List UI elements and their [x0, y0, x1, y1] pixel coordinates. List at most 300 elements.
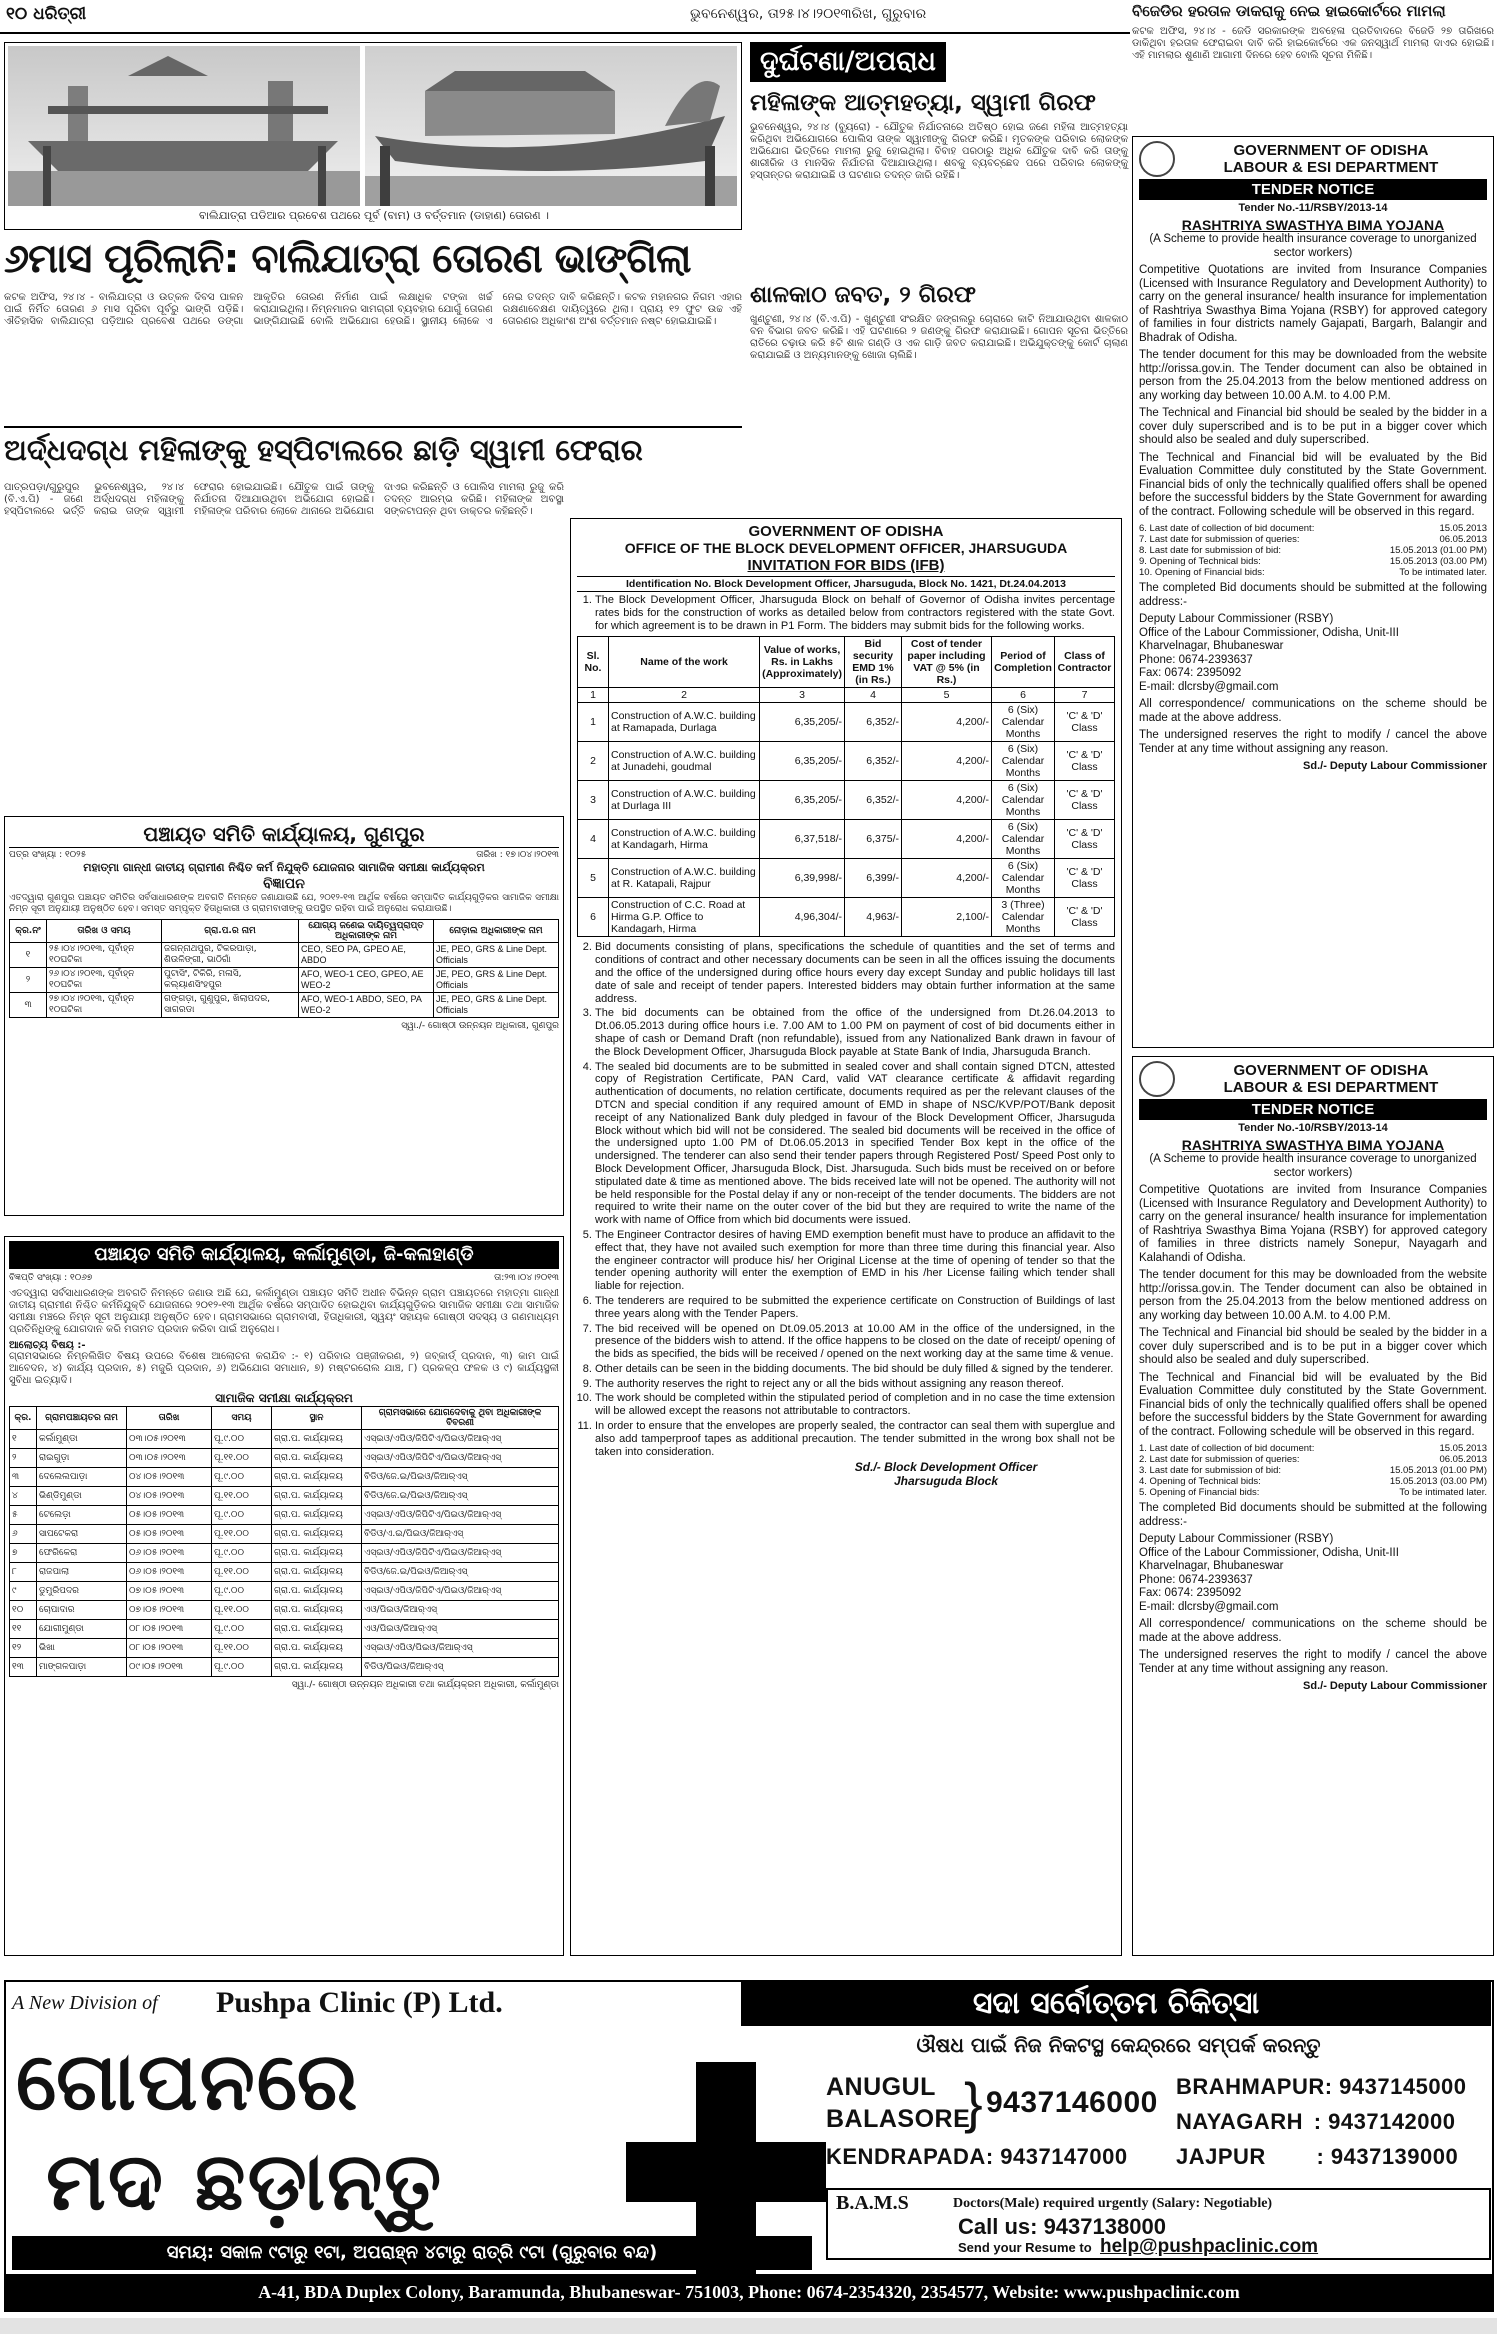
ifb-clause: 10. The work should be completed within the stipulated period of completion and in no case the time extension will be allowed except the reasons not attributable to contractors. [595, 1392, 1115, 1418]
table-row [10, 1449, 559, 1468]
cell: 4 [578, 820, 609, 859]
tender-label: TENDER NOTICE [1139, 1099, 1487, 1120]
address-line: Phone: 0674-2393637 [1139, 653, 1253, 666]
table-row [10, 1582, 559, 1601]
cell: ଗ୍ରା.ପ. କାର୍ଯ୍ୟାଳୟ [272, 1525, 362, 1544]
cell: 6 (Six) Calendar Months [992, 703, 1055, 742]
cell: ୦୭।୦୫।୨୦୧୩ [127, 1582, 212, 1601]
schedule-value: 15.05.2013 (01.00 PM) [1389, 545, 1487, 556]
ifb-clause: 9. The authority reserves the right to reject any or all the bids without assigning any reason thereof. [595, 1378, 1115, 1391]
rule-story1 [4, 426, 742, 428]
cell: ରାଜପାଲା [37, 1563, 127, 1582]
cell: ପୂ.୧୧.୦୦ [212, 1639, 272, 1658]
cell: ଦେଲେଲପାଡ଼ା [37, 1468, 127, 1487]
cell: ଏଓ/ପିଇଓ/ଜିଆର୍‌ଏସ୍ [362, 1620, 559, 1639]
cell: 6 (Six) Calendar Months [992, 742, 1055, 781]
cell: 4,200/- [902, 820, 992, 859]
cell: ୨୬।୦୪।୨୦୧୩, ପୂର୍ବାହ୍ନ ୧୦ଘଟିକା [47, 968, 162, 993]
story-husband [4, 430, 643, 610]
cell: ୧ [10, 1430, 37, 1449]
branch-city: NAYAGARH [1176, 2109, 1304, 2134]
cell: ଗ୍ରା.ପ. କାର୍ଯ୍ୟାଳୟ [272, 1506, 362, 1525]
address-line: Deputy Labour Commissioner (RSBY) [1139, 613, 1334, 625]
ifb-clauses [577, 941, 1115, 1458]
cell: ୩ [10, 993, 47, 1018]
cell: ପୁଟାସିଂ, ଟିକିରି, ମଳାସି, କଲ୍ୟାଣସିଂହପୁର [162, 968, 299, 993]
cell: Construction of A.W.C. building at Kandagarh, Hirma [609, 820, 760, 859]
clinic-doctors: Doctors(Male) required urgently (Salary: Negotiable) [953, 2196, 1273, 2211]
cell: 6,37,518/- [760, 820, 845, 859]
cell: 4,200/- [902, 742, 992, 781]
cell: 6,35,205/- [760, 703, 845, 742]
cell: ୧୦ [10, 1601, 37, 1620]
cell: ଏସ୍‌ଇଓ/ଏପିଓ/ପିଇଓ/ଜିଆର୍‌ଏସ୍ [362, 1639, 559, 1658]
cell: ମାଙ୍ଗଳପାଡ଼ା [37, 1658, 127, 1677]
ifb-th: Value of works, Rs. in Lakhs (Approximately) [760, 637, 845, 688]
tender-notice-10 [1132, 1056, 1494, 1956]
karlamunda-th: ଗ୍ରାମପଞ୍ଚାୟତର ନାମ [37, 1407, 127, 1430]
cell: ଗ୍ରା.ପ. କାର୍ଯ୍ୟାଳୟ [272, 1601, 362, 1620]
clinic-address: A-41, BDA Duplex Colony, Baramunda, Bhubaneswar- 751003, Phone: 0674-2354320, 2354577, Website: www.pushpaclinic.com [6, 2274, 1492, 2310]
ifb-intro: 1. The Block Development Officer, Jharsuguda Block on behalf of Governor of Odisha invites percentage rates bids for the construction of works as detailed below from contractors registered with the state Govt. for which agreement is to be drawn in P1 Form. The bidders may submit bids for the following works. [595, 594, 1115, 632]
cell: ଗ୍ରା.ପ. କାର୍ଯ୍ୟାଳୟ [272, 1658, 362, 1677]
cell: ଯୋଗୀମୁଣ୍ଡା [37, 1620, 127, 1639]
cell: ଗ୍ରା.ପ. କାର୍ଯ୍ୟାଳୟ [272, 1563, 362, 1582]
cell: 'C' & 'D' Class [1055, 820, 1115, 859]
ifb-clause: 7. The bid received will be opened on Dt.09.05.2013 at 10.00 AM in the office of the undersigned, in the presence of the bidders wish to attend. If the office happens to be closed on the date of receipt/ opening of the bids as specified, the bids will be received / opened on the next working day at the same time & venue. [595, 1323, 1115, 1361]
crime-body-2: ଖୁଣ୍ଟୁଣୀ, ୨୪।୪ (ବି.ଏ.ପି) - ଖୁଣ୍ଟୁଣୀ ସଂରକ୍ଷିତ ଜଙ୍ଗଲରୁ ଚୋରାରେ କାଟି ନିଆଯାଉଥିବା ଶାଳକାଠ ବନ ବିଭାଗ ଜବତ କରିଛି। ଏହି ଘଟଣାରେ ୨ ଜଣଙ୍କୁ ଗିରଫ କରାଯାଇଛି। ଗୋପନ ସୂଚନା ଭିତ୍ତିରେ ରାତିରେ ଚଢ଼ାଉ କରି ୫ଟି ଶାଳ ଗଣ୍ଡି ଓ ଏକ ଗାଡ଼ି ଜବତ କରାଯାଇଛି। ଅଭିଯୁକ୍ତଙ୍କୁ କୋର୍ଟ ଚାଲାଣ କରାଯାଇଛି ଓ ଅନ୍ୟମାନଙ୍କୁ ଖୋଜା ଚାଲିଛି। [750, 314, 1128, 361]
clinic-slogan: ସଦା ସର୍ବୋତ୍ତମ ଚିକିତ୍ସା [741, 1982, 1491, 2026]
tender-gov: GOVERNMENT OF ODISHA [1233, 142, 1429, 159]
cell: 'C' & 'D' Class [1055, 742, 1115, 781]
table-row [10, 1468, 559, 1487]
top-right-headline: ବିଜେଡିର ହରତାଳ ଡାକରାକୁ ନେଇ ହାଇକୋର୍ଟରେ ମାମଲା [1132, 2, 1446, 20]
cell: 'C' & 'D' Class [1055, 859, 1115, 898]
crime-body-1: ଭୁବନେଶ୍ୱର, ୨୪।୪ (ବ୍ୟୁରୋ) - ଯୌତୁକ ନିର୍ଯାତନାରେ ଅତିଷ୍ଠ ହୋଇ ଜଣେ ମହିଳା ଆତ୍ମହତ୍ୟା କରିଥିବା ଅଭିଯୋଗରେ ପୋଲିସ ତାଙ୍କ ସ୍ୱାମୀଙ୍କୁ ଗିରଫ କରିଛି। ମୃତକଙ୍କ ପରିବାର ଲୋକଙ୍କ ଅଭିଯୋଗ ଭିତ୍ତିରେ ମାମଲା ରୁଜୁ ହୋଇଥିଲା। ବିବାହ ପରଠାରୁ ଅଧିକ ଯୌତୁକ ଦାବି କରି ତାଙ୍କୁ ଶାରୀରିକ ଓ ମାନସିକ ନିର୍ଯାତନା ଦିଆଯାଉଥିଲା। ଶବକୁ ବ୍ୟବଚ୍ଛେଦ ପରେ ପରିବାର ଲୋକଙ୍କୁ ହସ୍ତାନ୍ତର କରାଯାଇଛି ଓ ଘଟଣାର ତଦନ୍ତ ଜାରି ରହିଛି। [750, 122, 1128, 181]
cell: ୩ [10, 1468, 37, 1487]
tender-address [1139, 613, 1487, 694]
schedule-label: 8. Last date for submission of bid: [1139, 545, 1282, 556]
tender-schedule [1139, 1443, 1487, 1498]
clinic-big-1: ଗୋପନରେ [16, 2035, 360, 2128]
karlamunda-th: ଗ୍ରାମସଭାରେ ଯୋଗଦେବାକୁ ଥିବା ଅଧିକାରୀଙ୍କ ବିବରଣୀ [362, 1407, 559, 1430]
dateline: ଭୁବନେଶ୍ୱର, ତା୨୫।୪।୨୦୧୩ରିଖ, ଗୁରୁବାର [690, 6, 927, 22]
cell: ଏସ୍‌ଇଓ/ଏପିଓ/ଜିପିଟିଏ/ପିଇଓ/ଜିଆର୍‌ଏସ୍ [362, 1582, 559, 1601]
branch-phone: : 9437142000 [1313, 2109, 1456, 2134]
cell: 5 [578, 859, 609, 898]
clinic-ad [4, 1980, 1494, 2312]
gunupur-subtitle: ମହାତ୍ମା ଗାନ୍ଧୀ ଜାତୀୟ ଗ୍ରାମୀଣ ନିଶ୍ଚିତ କର୍ମ ନିଯୁକ୍ତି ଯୋଜନାର ସାମାଜିକ ସମୀକ୍ଷା କାର୍ଯ୍ୟକ୍ରମ [83, 861, 485, 874]
table-row [10, 968, 559, 993]
gunupur-signature: ସ୍ୱା./- ଗୋଷ୍ଠୀ ଉନ୍ନୟନ ଅଧିକାରୀ, ଗୁଣପୁର [401, 1021, 559, 1031]
tender-dept: LABOUR & ESI DEPARTMENT [1223, 1079, 1439, 1096]
schedule-label: 3. Last date for submission of bid: [1139, 1465, 1282, 1476]
schedule-label: 7. Last date for submission of queries: [1139, 534, 1300, 545]
clinic-big-2: ମଦ ଛଡ଼ାନ୍ତୁ [46, 2135, 444, 2228]
photo-old-gate [8, 46, 360, 206]
tender-label: TENDER NOTICE [1139, 179, 1487, 200]
gunupur-th: ନୋଡ଼ାଲ ଅଧିକାରୀଙ୍କ ନାମ [434, 920, 559, 943]
cell: ପୂ.୯.୦୦ [212, 1658, 272, 1677]
tender-para-6: All correspondence/ communications on the scheme should be made at the above address. [1139, 1618, 1487, 1644]
cell: ୨ [10, 968, 47, 993]
karlamunda-agenda: ଗ୍ରାମସଭାରେ ନିମ୍ନଲିଖିତ ବିଷୟ ଉପରେ ବିଶେଷ ଆଲୋଚନା କରାଯିବ :- ୧) ପରିବାର ପଞ୍ଜୀକରଣ, ୨) ଜବ୍‌କାର୍ଡ୍ ପ୍ରଦାନ, ୩) କାମ ପାଇଁ ଆବେଦନ, ୪) କାର୍ଯ୍ୟ ପ୍ରଦାନ, ୫) ମଜୁରି ପ୍ରଦାନ, ୬) ଅଭିଯୋଗ ସମାଧାନ, ୭) ମଷ୍ଟରରୋଲ ଯାଞ୍ଚ, ୮) ପ୍ରକଳ୍ପ ଫଳକ ଓ ୯) କାର୍ଯ୍ୟସ୍ଥଳୀ ସୁବିଧା ଇତ୍ୟାଦି। [9, 1351, 559, 1386]
ifb-colno: 6 [992, 688, 1055, 703]
cell: ଏସ୍‌ଇଓ/ଏପିଓ/ଜିପିଟିଏ/ପିଇଓ/ଜିଆର୍‌ଏସ୍ [362, 1506, 559, 1525]
ifb-table [577, 636, 1115, 937]
cell: 4,96,304/- [760, 898, 845, 937]
cell: ୦୪।୦୫।୨୦୧୩ [127, 1487, 212, 1506]
clinic-tagline: ଔଷଧ ପାଇଁ ନିଜ ନିକଟସ୍ଥ କେନ୍ଦ୍ରରେ ସମ୍ପର୍କ କରନ୍ତୁ [916, 2033, 1321, 2057]
story-baliyatra [4, 234, 742, 424]
karlamunda-ref: ବିଜ୍ଞପ୍ତି ସଂଖ୍ୟା : ୧୦୬୭ [9, 1273, 93, 1283]
ifb-signature: Sd./- Block Development Officer [854, 1460, 1038, 1475]
ifb-gov: GOVERNMENT OF ODISHA [748, 523, 944, 540]
cell: 'C' & 'D' Class [1055, 703, 1115, 742]
clinic-resume: Send your Resume to [958, 2240, 1092, 2255]
karlamunda-th: ସ୍ଥାନ [272, 1407, 362, 1430]
address-line: Office of the Labour Commissioner, Odisha, Unit-III [1139, 626, 1399, 639]
schedule-label: 4. Opening of Technical bids: [1139, 1476, 1261, 1487]
cell: ୦୫।୦୫।୨୦୧୩ [127, 1506, 212, 1525]
cell: ଗ୍ରା.ପ. କାର୍ଯ୍ୟାଳୟ [272, 1487, 362, 1506]
cell: 6,375/- [845, 820, 902, 859]
cell: ୬ [10, 1525, 37, 1544]
cell: ଗ୍ରା.ପ. କାର୍ଯ୍ୟାଳୟ [272, 1430, 362, 1449]
cell: ୦୯।୦୫।୨୦୧୩ [127, 1658, 212, 1677]
cell: ବିଡିଓ/ଜେ.ଇ/ପିଇଓ/ଜିଆର୍‌ଏସ୍ [362, 1563, 559, 1582]
schedule-value: 06.05.2013 [1439, 534, 1487, 545]
tender-schedule [1139, 523, 1487, 578]
ifb-th: Period of Completion [992, 637, 1055, 688]
ifb-clause: 2. Bid documents consisting of plans, specifications the schedule of quantities and the set of terms and conditions of contract and other necessary documents can be seen in all the offices issuing the documents and the office of the undersigned during office hours every day except Sunday and public holidays till last date of sale and receipt of tender papers. Interested bidders may obtain further information at the same address. [595, 941, 1115, 1005]
cell: ଗ୍ରା.ପ. କାର୍ଯ୍ୟାଳୟ [272, 1639, 362, 1658]
cell: ଗ୍ରା.ପ. କାର୍ଯ୍ୟାଳୟ [272, 1544, 362, 1563]
cell: ଭିଣ୍ଡିମୁଣ୍ଡା [37, 1487, 127, 1506]
cell: ୦୪।୦୫।୨୦୧୩ [127, 1468, 212, 1487]
cell: ଏସ୍‌ଇଓ/ଏପିଓ/ଜିପିଟିଏ/ପିଇଓ/ଜିଆର୍‌ଏସ୍ [362, 1430, 559, 1449]
table-row [10, 1430, 559, 1449]
branch-city: JAJPUR [1176, 2144, 1266, 2169]
cell: 6,352/- [845, 742, 902, 781]
tender-para-4: The Technical and Financial bid will be evaluated by the Bid Evaluation Committee duly constituted by the State Government. Financial bids of only the technically qualified offers shall be opened before the successful bidders by the State Government for awarding of the contract. Following schedule will be observed in this regard. [1139, 1371, 1487, 1438]
cell: ପୂ.୯.୦୦ [212, 1468, 272, 1487]
photo-block [4, 42, 742, 230]
cell: ୯ [10, 1582, 37, 1601]
top-right-body: କଟକ ଅଫିସ, ୨୪।୪ - ଜେଡି ସରକାରଙ୍କ ଅବହେଳା ପ୍ରତିବାଦରେ ବିଜେଡି ୨୭ ତାରିଖରେ ଡାକିଥିବା ହରତାଳ ଫେରାଇବା ଦାବି କରି ହାଇକୋର୍ଟରେ ଏକ ଜନସ୍ୱାର୍ଥ ମାମଲା ଦାଏର ହୋଇଛି। ଏହି ମାମଲାର ଶୁଣାଣି ଆଗାମୀ ଦିନରେ ହେବ ବୋଲି ସୂଚନା ମିଳିଛି। [1132, 26, 1494, 61]
cell: ଚୋପାଦାର [37, 1601, 127, 1620]
gunupur-th: ଯୋଗ୍ୟ ଜଣେଇ ଦାୟିତ୍ୱପ୍ରାପ୍ତ ଅଧିକାରୀଙ୍କ ନାମ [299, 920, 434, 943]
address-line: Fax: 0674: 2395092 [1139, 1587, 1242, 1599]
cell: ପୂ.୯.୦୦ [212, 1582, 272, 1601]
cell: କର୍ଲାମୁଣ୍ଡା [37, 1430, 127, 1449]
ifb-title: INVITATION FOR BIDS (IFB) [747, 557, 945, 574]
cell: 4,200/- [902, 703, 992, 742]
cell: ଗ୍ରା.ପ. କାର୍ଯ୍ୟାଳୟ [272, 1449, 362, 1468]
story-husband-headline: ଅର୍ଦ୍ଧଦଗ୍ଧ ମହିଳାଙ୍କୁ ହସ୍ପିଟାଲରେ ଛାଡ଼ି ସ୍ୱାମୀ ଫେରାର [4, 433, 643, 467]
schedule-label: 10. Opening of Financial bids: [1139, 567, 1265, 578]
tender-para-5: The completed Bid documents should be submitted at the following address:- [1139, 1502, 1487, 1528]
ifb-colno: 1 [578, 688, 609, 703]
clinic-email[interactable]: help@pushpaclinic.com [1100, 2236, 1319, 2257]
clinic-phone-main: 9437146000 [986, 2086, 1158, 2119]
cell: 2 [578, 742, 609, 781]
karlamunda-table-title: ସାମାଜିକ ସମୀକ୍ଷା କାର୍ଯ୍ୟକ୍ରମ [215, 1391, 353, 1405]
gunupur-label: ବିଜ୍ଞାପନ [263, 876, 305, 892]
cell: 6,35,205/- [760, 781, 845, 820]
ifb-clause: 4. The sealed bid documents are to be submitted in sealed cover and shall contain signed DTCN, attested copy of Registration Certificate, PAN Card, valid VAT clearance certificate & affidavit regarding authentication of documents, no relation certificate, documents required as per the relevant clauses of the DTCN and special condition if any required amount of EMD in shape of NSC/KVP/POT/Bank deposit receipt of any Nationalized Bank duly pledged in favour of the Block Development Officer, Jharsuguda Block without which bid will not be considered. The sealed bid documents will be received in the office of the undersigned upto 1.00 PM of Dt.06.05.2013 in specified Tender Box kept in the office of the undersigned. The tenderer can also send their tender papers through Registered Post/ Speed Post only to Block Development Officer, Jharsuguda Block, Dist. Jharsuguda. Such bids must be received on or before stipulated date & time as mentioned above. The bids received late will not be opened. The authority will not be held responsible for the Postal delay if any or non-receipt of the tender documents. The bidders are not required to write their name on the outer cover of the bid but they are required to write the name of the work with name of Office from which bid documents were issued. [595, 1061, 1115, 1227]
page-number: ୧୦ ଧରିତ୍ରୀ [6, 4, 87, 24]
cell: ୧୩ [10, 1658, 37, 1677]
cell: ଏସ୍‌ଇଓ/ଏପିଓ/ଜିପିଟିଏ/ପିଇଓ/ଜିଆର୍‌ଏସ୍ [362, 1449, 559, 1468]
clinic-branch [1176, 2107, 1456, 2137]
table-row [578, 898, 1115, 937]
cell: 3 [578, 781, 609, 820]
tender-no: Tender No.-11/RSBY/2013-14 [1238, 202, 1388, 214]
karlamunda-th: ତାରିଖ [127, 1407, 212, 1430]
cell: ଏସ୍‌ଇଓ/ଏପିଓ/ଜିପିଟିଏ/ପିଇଓ/ଜିଆର୍‌ଏସ୍ [362, 1544, 559, 1563]
clinic-name: Pushpa Clinic (P) Ltd. [216, 1986, 503, 2019]
table-row [578, 820, 1115, 859]
tender-notice-11 [1132, 136, 1494, 1048]
tender-para-1: Competitive Quotations are invited from Insurance Companies (Licensed with Insurance Regulatory and Development Authority) to carry on the general insurance/ health insurance for implementation of Rashtriya Swasthya Bima Yojana (RSBY) for approved category of families in four districts namely Gajapati, Bargarh, Balangir and Bhadrak of Odisha. [1139, 264, 1487, 344]
karlamunda-agenda-head: ଆଲୋଚ୍ୟ ବିଷୟ :- [9, 1340, 86, 1351]
cell: 6 (Six) Calendar Months [992, 859, 1055, 898]
cell: ୧୨ [10, 1639, 37, 1658]
schedule-value: 15.05.2013 (01.00 PM) [1389, 1465, 1487, 1476]
ifb-colno: 2 [609, 688, 760, 703]
ifb-clause: 8. Other details can be seen in the bidding documents. The bid should be duly filled & signed by the tenderer. [595, 1363, 1115, 1376]
crime-section [750, 42, 1128, 512]
address-line: Phone: 0674-2393637 [1139, 1573, 1253, 1586]
table-row [578, 703, 1115, 742]
address-email: E-mail: dlcrsby@gmail.com [1139, 680, 1279, 693]
clinic-division: A New Division of [12, 1992, 158, 2014]
cell: ୨୭।୦୪।୨୦୧୩, ପୂର୍ବାହ୍ନ ୧୦ଘଟିକା [47, 993, 162, 1018]
ifb-intro-list [577, 594, 1115, 632]
branch-phone: : 9437139000 [1316, 2144, 1459, 2169]
cell: ଏଓ/ପିଇଓ/ଜିଆର୍‌ଏସ୍ [362, 1601, 559, 1620]
schedule-value: To be intimated later. [1399, 1487, 1487, 1498]
cell: ପୂ.୯.୦୦ [212, 1506, 272, 1525]
cell: 4,200/- [902, 781, 992, 820]
cell: ୦୬।୦୫।୨୦୧୩ [127, 1544, 212, 1563]
table-row [10, 1563, 559, 1582]
cell: 4,963/- [845, 898, 902, 937]
cell: 'C' & 'D' Class [1055, 898, 1115, 937]
clinic-recruit [826, 2188, 1491, 2260]
tender-signature: Sd./- Deputy Labour Commissioner [1303, 760, 1487, 772]
ifb-ident: Identification No. Block Development Officer, Jharsuguda, Block No. 1421, Dt.24.04.2013 [577, 576, 1115, 592]
clinic-bams: B.A.M.S [836, 2192, 909, 2214]
cell: 6,35,205/- [760, 742, 845, 781]
address-line: Kharvelnagar, Bhubaneswar [1139, 1560, 1284, 1572]
table-row [10, 1544, 559, 1563]
tender-para-7: The undersigned reserves the right to modify / cancel the above Tender at any time without assigning any reason. [1139, 1649, 1487, 1675]
karlamunda-body: ଏତଦ୍ୱାରା ସର୍ବସାଧାରଣଙ୍କ ଅବଗତି ନିମନ୍ତେ ଜଣାଉ ଅଛି ଯେ, କର୍ଲାମୁଣ୍ଡା ପଞ୍ଚାୟତ ସମିତି ଅଧୀନ ବିଭିନ୍ନ ଗ୍ରାମ ପଞ୍ଚାୟତରେ ମହାତ୍ମା ଗାନ୍ଧୀ ଜାତୀୟ ଗ୍ରାମୀଣ ନିଶ୍ଚିତ କର୍ମନିଯୁକ୍ତି ଯୋଜନାରେ ୨୦୧୨-୧୩ ଆର୍ଥିକ ବର୍ଷରେ ସମ୍ପାଦିତ ହୋଇଥିବା କାର୍ଯ୍ୟଗୁଡ଼ିକର ସାମାଜିକ ସମୀକ୍ଷା ତଥା ସାମାଜିକ ସମୀକ୍ଷା ମଞ୍ଚରେ ନିମ୍ନ ସୂଚୀ ଅନୁଯାୟୀ ଅନୁଷ୍ଠିତ ହେବ। ଗ୍ରାମସଭାରେ ଗ୍ରାମବାସୀ, ହିତାଧିକାରୀ, ସ୍ୱୟଂ ସହାୟକ ଗୋଷ୍ଠୀ ସଦସ୍ୟ ଓ ଗଣମାଧ୍ୟମ ପ୍ରତିନିଧିଙ୍କୁ ଯୋଗଦାନ କରି ମତାମତ ପ୍ରଦାନ କରିବା ପାଇଁ ଅନୁରୋଧ। [9, 1288, 559, 1335]
photo-caption: ବାଲିଯାତ୍ରା ପଡିଆର ପ୍ରବେଶ ପଥରେ ପୂର୍ବ (ବାମ) ଓ ବର୍ତ୍ତମାନ (ଡାହାଣ) ତୋରଣ । [199, 209, 549, 222]
karlamunda-title: ପଞ୍ଚାୟତ ସମିତି କାର୍ଯ୍ୟାଳୟ, କର୍ଲାମୁଣ୍ଡା, ଜି-କଳାହାଣ୍ଡି [9, 1241, 559, 1269]
cell: ସାପଟେକରା [37, 1525, 127, 1544]
cell: CEO, SEO PA, GPEO AE, ABDO [299, 943, 434, 968]
cell: ପୂ.୧୧.୦୦ [212, 1601, 272, 1620]
tender-para-1: Competitive Quotations are invited from Insurance Companies (Licensed with Insurance Regulatory and Development Authority) to carry on the general insurance/ health insurance for implementation of Rashtriya Swasthya Bima Yojana (RSBY) for approved category of families in three districts namely Sonepur, Nayagarh and Kalahandi of Odisha. [1139, 1184, 1487, 1264]
table-row [578, 859, 1115, 898]
cell: ବିଡିଓ/ଜେ.ଇ/ପିଇଓ/ଜିଆର୍‌ଏସ୍ [362, 1468, 559, 1487]
cell: Construction of C.C. Road at Hirma G.P. Office to Kandagarh, Hirma [609, 898, 760, 937]
crime-section-label: ଦୁର୍ଘଟଣା/ଅପରାଧ [750, 42, 946, 82]
cell: 6 [578, 898, 609, 937]
story-baliyatra-body: କଟକ ଅଫିସ, ୨୪।୪ - ବାଲିଯାତ୍ରା ଓ ଉତ୍କଳ ଦିବସ ପାଳନ ପାଇଁ ନିର୍ମିତ ତୋରଣ ୬ ମାସ ପୂରିବା ପୂର୍ବରୁ ଭାଙ୍ଗି ପଡ଼ିଛି। ଐତିହାସିକ ବାଲିଯାତ୍ରା ପଡ଼ିଆର ପ୍ରବେଶ ପଥରେ ଡଙ୍ଗା ଆକୃତିର ତୋରଣ ନିର୍ମାଣ ପାଇଁ ଲକ୍ଷାଧିକ ଟଙ୍କା ଖର୍ଚ୍ଚ କରାଯାଇଥିଲା। ନିମ୍ନମାନର ସାମଗ୍ରୀ ବ୍ୟବହାର ଯୋଗୁଁ ତୋରଣ ଭାଙ୍ଗିଯାଇଛି ବୋଲି ଅଭିଯୋଗ ହେଉଛି। ସ୍ଥାନୀୟ ଲୋକେ ଏ ନେଇ ତଦନ୍ତ ଦାବି କରିଛନ୍ତି। କଟକ ମହାନଗର ନିଗମ ଏହାର ରକ୍ଷଣାବେକ୍ଷଣ ଦାୟିତ୍ୱରେ ଥିଲା। ପ୍ରାୟ ୧୨ ଫୁଟ ଉଚ୍ଚ ଏହି ତୋରଣର ଅଧିକାଂଶ ଅଂଶ ବର୍ତ୍ତମାନ ନଷ୍ଟ ହୋଇଯାଇଛି। [4, 292, 742, 327]
cell: ୦୫।୦୫।୨୦୧୩ [127, 1525, 212, 1544]
table-row [578, 781, 1115, 820]
cell: Construction of A.W.C. building at Junadehi, goudmal [609, 742, 760, 781]
tender-para-6: All correspondence/ communications on the scheme should be made at the above address. [1139, 698, 1487, 724]
clinic-kendrapada: KENDRAPADA: 9437147000 [826, 2144, 1128, 2169]
cell: ଗ୍ରା.ପ. କାର୍ଯ୍ୟାଳୟ [272, 1468, 362, 1487]
cell: 6,39,998/- [760, 859, 845, 898]
cell: JE, PEO, GRS & Line Dept. Officials [434, 943, 559, 968]
cell: ପୂ.୯.୦୦ [212, 1544, 272, 1563]
odisha-seal-icon [1139, 141, 1175, 177]
cell: 2,100/- [902, 898, 992, 937]
table-row [10, 993, 559, 1018]
clinic-header [6, 1982, 736, 2024]
page-bottom-strip [0, 2318, 1497, 2334]
cell: ୦୭।୦୫।୨୦୧୩ [127, 1601, 212, 1620]
schedule-label: 5. Opening of Financial bids: [1139, 1487, 1260, 1498]
cell: 4,200/- [902, 859, 992, 898]
tender-address [1139, 1533, 1487, 1614]
tender-para-2: The tender document for this may be downloaded from the website http://orissa.gov.in. The Tender document can also be obtained in person from the 25.04.2013 from the below mentioned address on any working day between 10.00 A.M. to 4.00 P.M. [1139, 349, 1487, 402]
clinic-timing: ସମୟ: ସକାଳ ୯ଟାରୁ ୧ଟା, ଅପରାହ୍ନ ୪ଟାରୁ ରାତ୍ରି ୯ଟା (ଗୁରୁବାର ବନ୍ଦ) [12, 2236, 812, 2270]
schedule-value: To be intimated later. [1399, 567, 1487, 578]
cell: ୦୩।୦୫।୨୦୧୩ [127, 1449, 212, 1468]
cell: ପୂ.୯.୦୦ [212, 1620, 272, 1639]
tender-scheme: RASHTRIYA SWASTHYA BIMA YOJANA [1181, 217, 1445, 233]
story-husband-body: ପାତ୍ରପଡ଼ା/ଗୁରୁପୁର ଭୁବନେଶ୍ୱର, ୨୪।୪ (ବି.ଏ.ପି) - ଜଣେ ଅର୍ଦ୍ଧଦଗ୍ଧ ମହିଳାଙ୍କୁ ହସ୍ପିଟାଲରେ ଭର୍ତ୍ତି କରାଇ ତାଙ୍କ ସ୍ୱାମୀ ଫେରାର ହୋଇଯାଇଛି। ଯୌତୁକ ପାଇଁ ତାଙ୍କୁ ନିର୍ଯାତନା ଦିଆଯାଉଥିବା ଅଭିଯୋଗ ହୋଇଛି। ମହିଳାଙ୍କ ପରିବାର ଲୋକେ ଥାନାରେ ଅଭିଯୋଗ ଦାଏର କରିଛନ୍ତି ଓ ପୋଲିସ ମାମଲା ରୁଜୁ କରି ତଦନ୍ତ ଆରମ୍ଭ କରିଛି। ମହିଳାଙ୍କ ଅବସ୍ଥା ସଙ୍କଟାପନ୍ନ ଥିବା ଡାକ୍ତର କହିଛନ୍ତି। [4, 482, 564, 517]
cell: 6,352/- [845, 781, 902, 820]
gunupur-th: ଗ୍ରା.ପ.ର ନାମ [162, 920, 299, 943]
cell: ଫେରିକେରା [37, 1544, 127, 1563]
cell: ପୂ.୯.୦୦ [212, 1430, 272, 1449]
tender-signature: Sd./- Deputy Labour Commissioner [1303, 1680, 1487, 1692]
cell: ୪ [10, 1487, 37, 1506]
ifb-colno: 4 [845, 688, 902, 703]
table-row [10, 1487, 559, 1506]
ifb-th: Sl. No. [578, 637, 609, 688]
tender-dept: LABOUR & ESI DEPARTMENT [1223, 159, 1439, 176]
cell: ପୂ.୧୧.୦୦ [212, 1487, 272, 1506]
karlamunda-th: କ୍ର. [10, 1407, 37, 1430]
clinic-branches-left [826, 2072, 1156, 2182]
tender-para-4: The Technical and Financial bid will be evaluated by the Bid Evaluation Committee duly constituted by the State Government. Financial bids of only the technically qualified offers shall be opened before the successful bidders by the State Government for awarding of the contract. Following schedule will be observed in this regard. [1139, 451, 1487, 518]
cell: AFO, WEO-1 ABDO, SEO, PA WEO-2 [299, 993, 434, 1018]
cell: ଟେଲେଡ଼ା [37, 1506, 127, 1525]
cell: ପୂ.୧୧.୦୦ [212, 1449, 272, 1468]
gunupur-th: ତାରିଖ ଓ ସମୟ [47, 920, 162, 943]
cell: AFO, WEO-1 CEO, GPEO, AE WEO-2 [299, 968, 434, 993]
cell: 6,352/- [845, 703, 902, 742]
address-line: Kharvelnagar, Bhubaneswar [1139, 640, 1284, 652]
gunupur-date: ତାରିଖ : ୧୭।୦୪।୨୦୧୩ [476, 850, 559, 860]
table-row [10, 1506, 559, 1525]
karlamunda-th: ସମୟ [212, 1407, 272, 1430]
table-row [10, 1658, 559, 1677]
clinic-city-1: ANUGUL [826, 2073, 936, 2101]
address-email: E-mail: dlcrsby@gmail.com [1139, 1600, 1279, 1613]
ifb-office: OFFICE OF THE BLOCK DEVELOPMENT OFFICER, JHARSUGUDA [624, 540, 1068, 556]
ifb-colno: 5 [902, 688, 992, 703]
cell: 6 (Six) Calendar Months [992, 820, 1055, 859]
gunupur-th: କ୍ର.ନଂ [10, 920, 47, 943]
address-line: Fax: 0674: 2395092 [1139, 667, 1242, 679]
cell: 3 (Three) Calendar Months [992, 898, 1055, 937]
tender-scheme-sub: (A Scheme to provide health insurance coverage to unorganized sector workers) [1149, 1153, 1477, 1179]
tender-para-2: The tender document for this may be downloaded from the website http://orissa.gov.in. The Tender document can also be obtained in person from the 25.04.2013 from the below mentioned address on any working day between 10.00 A.M. to 4.00 P.M. [1139, 1269, 1487, 1322]
table-row [10, 1620, 559, 1639]
tender-para-3: The Technical and Financial bid should be sealed by the bidder in a cover duly superscribed and is to be put in a bigger cover which should also be sealed and duly superscribed. [1139, 407, 1487, 446]
karlamunda-signature: ସ୍ୱା./- ଗୋଷ୍ଠୀ ଉନ୍ନୟନ ଅଧିକାରୀ ତଥା କାର୍ଯ୍ୟକ୍ରମ ଅଧିକାରୀ, କର୍ଲାମୁଣ୍ଡା [291, 1680, 559, 1690]
odisha-seal-icon [1139, 1061, 1175, 1097]
gunupur-title: ପଞ୍ଚାୟତ ସମିତି କାର୍ଯ୍ୟାଳୟ, ଗୁଣପୁର [9, 821, 559, 848]
schedule-value: 15.05.2013 [1439, 1443, 1487, 1454]
brace-icon: } [964, 2071, 983, 2134]
gunupur-ref: ପତ୍ର ସଂଖ୍ୟା : ୧୦୨୫ [9, 850, 87, 860]
schedule-label: 2. Last date for submission of queries: [1139, 1454, 1300, 1465]
schedule-value: 15.05.2013 (03.00 PM) [1389, 1476, 1487, 1487]
table-row [10, 1525, 559, 1544]
cell: ବିଡିଓ/ପିଇଓ/ଜିଆର୍‌ଏସ୍ [362, 1658, 559, 1677]
schedule-label: 9. Opening of Technical bids: [1139, 556, 1261, 567]
cell: JE, PEO, GRS & Line Dept. Officials [434, 968, 559, 993]
cell: ୦୮।୦୫।୨୦୧୩ [127, 1620, 212, 1639]
ifb-th: Name of the work [609, 637, 760, 688]
ifb-signature-2: Jharsuguda Block [893, 1474, 999, 1489]
tender-para-3: The Technical and Financial bid should be sealed by the bidder in a cover duly superscribed and is to be put in a bigger cover which should also be sealed and duly superscribed. [1139, 1327, 1487, 1366]
branch-phone: 9437145000 [1339, 2074, 1467, 2099]
cell: 'C' & 'D' Class [1055, 781, 1115, 820]
cell: 6,399/- [845, 859, 902, 898]
cell: ୧ [10, 943, 47, 968]
ifb-clause: 3. The bid documents can be obtained from the office of the undersigned from Dt.26.04.2013 to Dt.06.05.2013 during office hours i.e. 7.00 AM to 1.00 PM on payment of cost of bid documents either in shape of cash or Demand Draft (non refundable), issued from any Nationalized Bank drawn in favour of the Block Development Officer, Jharsuguda Block payable at State Bank of India, Jharsuguda Branch. [595, 1007, 1115, 1058]
clinic-branch [1176, 2142, 1458, 2172]
clinic-branches-right [1176, 2072, 1491, 2182]
cell: Construction of A.W.C. building at Ramapada, Durlaga [609, 703, 760, 742]
cell: 6 (Six) Calendar Months [992, 781, 1055, 820]
gunupur-body: ଏତଦ୍ୱାରା ଗୁଣପୁର ପଞ୍ଚାୟତ ସମିତିର ସର୍ବସାଧାରଣଙ୍କ ଅବଗତି ନିମନ୍ତେ ଜଣାଯାଉଛି ଯେ, ୨୦୧୨-୧୩ ଆର୍ଥିକ ବର୍ଷରେ ସମ୍ପାଦିତ କାର୍ଯ୍ୟଗୁଡ଼ିକର ସାମାଜିକ ସମୀକ୍ଷା ନିମ୍ନ ସୂଚୀ ଅନୁଯାୟୀ ଅନୁଷ୍ଠିତ ହେବ। ସମସ୍ତ ସମ୍ପୃକ୍ତ ହିତାଧିକାରୀ ଓ ଗ୍ରାମବାସୀଙ୍କୁ ଉପସ୍ଥିତ ରହିବା ପାଇଁ ଅନୁରୋଧ କରାଯାଉଛି। [9, 893, 559, 914]
cell: ୦୮।୦୫।୨୦୧୩ [127, 1639, 212, 1658]
schedule-value: 06.05.2013 [1439, 1454, 1487, 1465]
schedule-label: 1. Last date of collection of bid document: [1139, 1443, 1315, 1454]
schedule-value: 15.05.2013 [1439, 523, 1487, 534]
top-right-news [1132, 2, 1494, 134]
crime-head-1: ମହିଳାଙ୍କ ଆତ୍ମହତ୍ୟା, ସ୍ୱାମୀ ଗିରଫ [750, 90, 1096, 116]
story-baliyatra-headline: ୬ମାସ ପୂରିଲାନି: ବାଲିଯାତ୍ରା ତୋରଣ ଭାଙ୍ଗିଲା [4, 236, 691, 282]
karlamunda-table [9, 1406, 559, 1677]
cell: ୨୫।୦୪।୨୦୧୩, ପୂର୍ବାହ୍ନ ୧୦ଘଟିକା [47, 943, 162, 968]
cell: ୧୧ [10, 1620, 37, 1639]
cell: ପୂ.୧୧.୦୦ [212, 1563, 272, 1582]
cell: 1 [578, 703, 609, 742]
gunupur-table [9, 919, 559, 1018]
cell: ଭିଖା [37, 1639, 127, 1658]
cell: ୮ [10, 1563, 37, 1582]
cell: Construction of A.W.C. building at R. Katapali, Rajpur [609, 859, 760, 898]
schedule-label: 6. Last date of collection of bid document: [1139, 523, 1315, 534]
address-line: Deputy Labour Commissioner (RSBY) [1139, 1533, 1334, 1545]
ifb-clause: 6. The tenderers are required to be submitted the experience certificate on Construction of Buildings of last three years along with the Tender Papers. [595, 1295, 1115, 1321]
